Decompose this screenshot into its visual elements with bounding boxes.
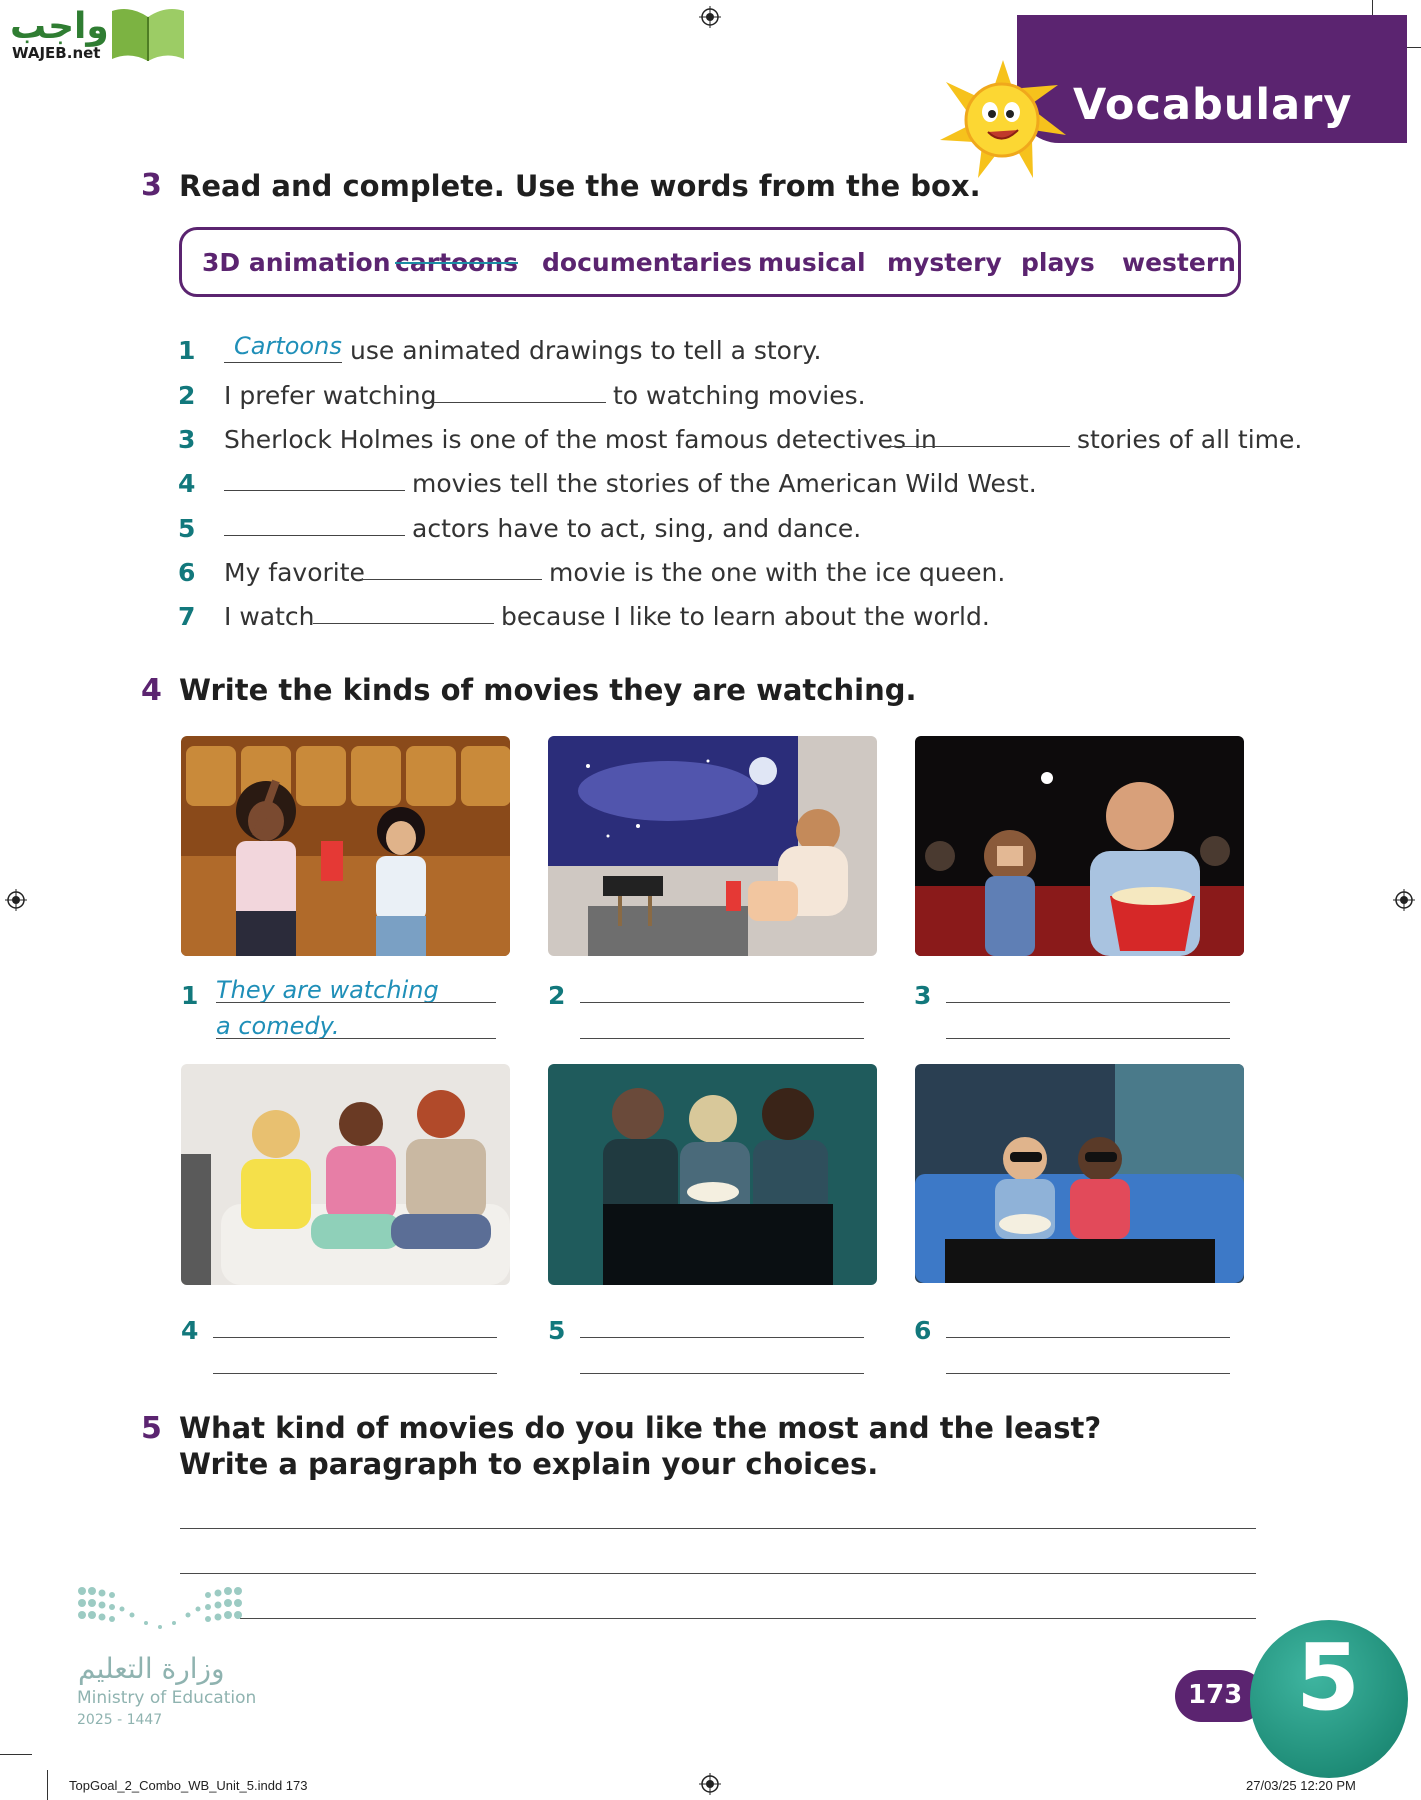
sentence-text: I watch <box>224 602 315 631</box>
print-file-info: TopGoal_2_Combo_WB_Unit_5.indd 173 <box>69 1778 308 1793</box>
item-number: 1 <box>178 336 196 365</box>
answer-blank[interactable] <box>224 535 405 536</box>
book-logo-icon <box>108 5 188 63</box>
logo-subtitle: WAJEB.net <box>12 44 101 62</box>
photo-scary-movie <box>915 736 1244 956</box>
word-box-item: plays <box>1021 248 1095 277</box>
answer-blank[interactable] <box>313 623 494 624</box>
answer-line[interactable] <box>213 1373 497 1374</box>
word-box-item: musical <box>758 248 866 277</box>
answer-blank[interactable] <box>425 402 606 403</box>
photo-label: 2 <box>548 981 566 1010</box>
answer-line[interactable] <box>946 1373 1230 1374</box>
item-number: 4 <box>178 469 196 498</box>
answer-line[interactable] <box>580 1373 864 1374</box>
photo-horror-movie <box>548 1064 877 1285</box>
exercise-number: 3 <box>141 168 162 203</box>
writing-line[interactable] <box>240 1618 1256 1619</box>
ministry-name-english: Ministry of Education <box>77 1688 257 1708</box>
sentence-text: My favorite <box>224 558 365 587</box>
print-date-info: 27/03/25 12:20 PM <box>1246 1778 1356 1793</box>
ministry-logo-icon <box>76 1585 244 1639</box>
crop-mark <box>0 1754 32 1755</box>
photo-space-projection <box>548 736 877 956</box>
answer-blank[interactable] <box>361 579 542 580</box>
logo-arabic-text: واجب <box>10 6 109 47</box>
word-box-item: 3D animation <box>202 248 391 277</box>
exercise-title: What kind of movies do you like the most and the least? <box>179 1411 1102 1445</box>
answer-line[interactable] <box>580 1337 864 1338</box>
ministry-year: 2025 - 1447 <box>77 1712 163 1728</box>
page-number: 173 <box>1188 1680 1243 1710</box>
exercise-title: Read and complete. Use the words from the box. <box>179 169 981 203</box>
photo-label: 5 <box>548 1316 566 1345</box>
answer-text: They are watching <box>216 976 439 1004</box>
writing-line[interactable] <box>180 1528 1256 1529</box>
sun-mascot-icon <box>938 60 1068 180</box>
photo-sad-movie <box>181 1064 510 1285</box>
crop-mark <box>47 1770 48 1800</box>
exercise-number: 4 <box>141 673 162 708</box>
answer-line[interactable] <box>946 1337 1230 1338</box>
photo-cinema-comedy <box>181 736 510 956</box>
answer-line[interactable] <box>216 1002 496 1003</box>
section-title: Vocabulary <box>1073 80 1353 130</box>
answer-blank[interactable] <box>224 490 405 491</box>
word-box-item-used: cartoons <box>395 248 518 277</box>
registration-mark-icon <box>1393 889 1415 911</box>
answer-text: a comedy. <box>216 1012 340 1040</box>
answer-line[interactable] <box>213 1337 497 1338</box>
answer-line[interactable] <box>580 1038 864 1039</box>
writing-line[interactable] <box>180 1573 1256 1574</box>
photo-label: 6 <box>914 1316 932 1345</box>
answer-blank[interactable] <box>224 362 342 363</box>
answer-line[interactable] <box>580 1002 864 1003</box>
sentence-text: use animated drawings to tell a story. <box>350 336 822 365</box>
item-number: 3 <box>178 425 196 454</box>
answer-line[interactable] <box>946 1038 1230 1039</box>
photo-label: 4 <box>181 1316 199 1345</box>
sentence-text: actors have to act, sing, and dance. <box>412 514 862 543</box>
word-box-item: mystery <box>887 248 1002 277</box>
registration-mark-icon <box>699 1773 721 1795</box>
sentence-text: movie is the one with the ice queen. <box>549 558 1006 587</box>
photo-label: 1 <box>181 981 199 1010</box>
word-box-item: western <box>1122 248 1236 277</box>
photo-3d-movie <box>915 1064 1244 1283</box>
sentence-text: stories of all time. <box>1077 425 1303 454</box>
answer-line[interactable] <box>946 1002 1230 1003</box>
exercise-title: Write the kinds of movies they are watching. <box>179 673 917 707</box>
sentence-text: Sherlock Holmes is one of the most famous detectives in <box>224 425 937 454</box>
sentence-text: I prefer watching <box>224 381 437 410</box>
item-number: 2 <box>178 381 196 410</box>
unit-number: 5 <box>1296 1624 1361 1731</box>
registration-mark-icon <box>699 6 721 28</box>
ministry-name-arabic: وزارة التعليم <box>78 1652 225 1685</box>
sentence-text: to watching movies. <box>613 381 866 410</box>
item-number: 5 <box>178 514 196 543</box>
item-number: 6 <box>178 558 196 587</box>
answer-line[interactable] <box>216 1038 496 1039</box>
sentence-text: movies tell the stories of the American Wild West. <box>412 469 1037 498</box>
sentence-text: because I like to learn about the world. <box>501 602 990 631</box>
item-number: 7 <box>178 602 196 631</box>
photo-label: 3 <box>914 981 932 1010</box>
exercise-title: Write a paragraph to explain your choices. <box>179 1447 879 1481</box>
registration-mark-icon <box>5 889 27 911</box>
answer-text: Cartoons <box>234 332 342 360</box>
exercise-number: 5 <box>141 1411 162 1446</box>
answer-blank[interactable] <box>889 446 1070 447</box>
word-box-item: documentaries <box>542 248 753 277</box>
